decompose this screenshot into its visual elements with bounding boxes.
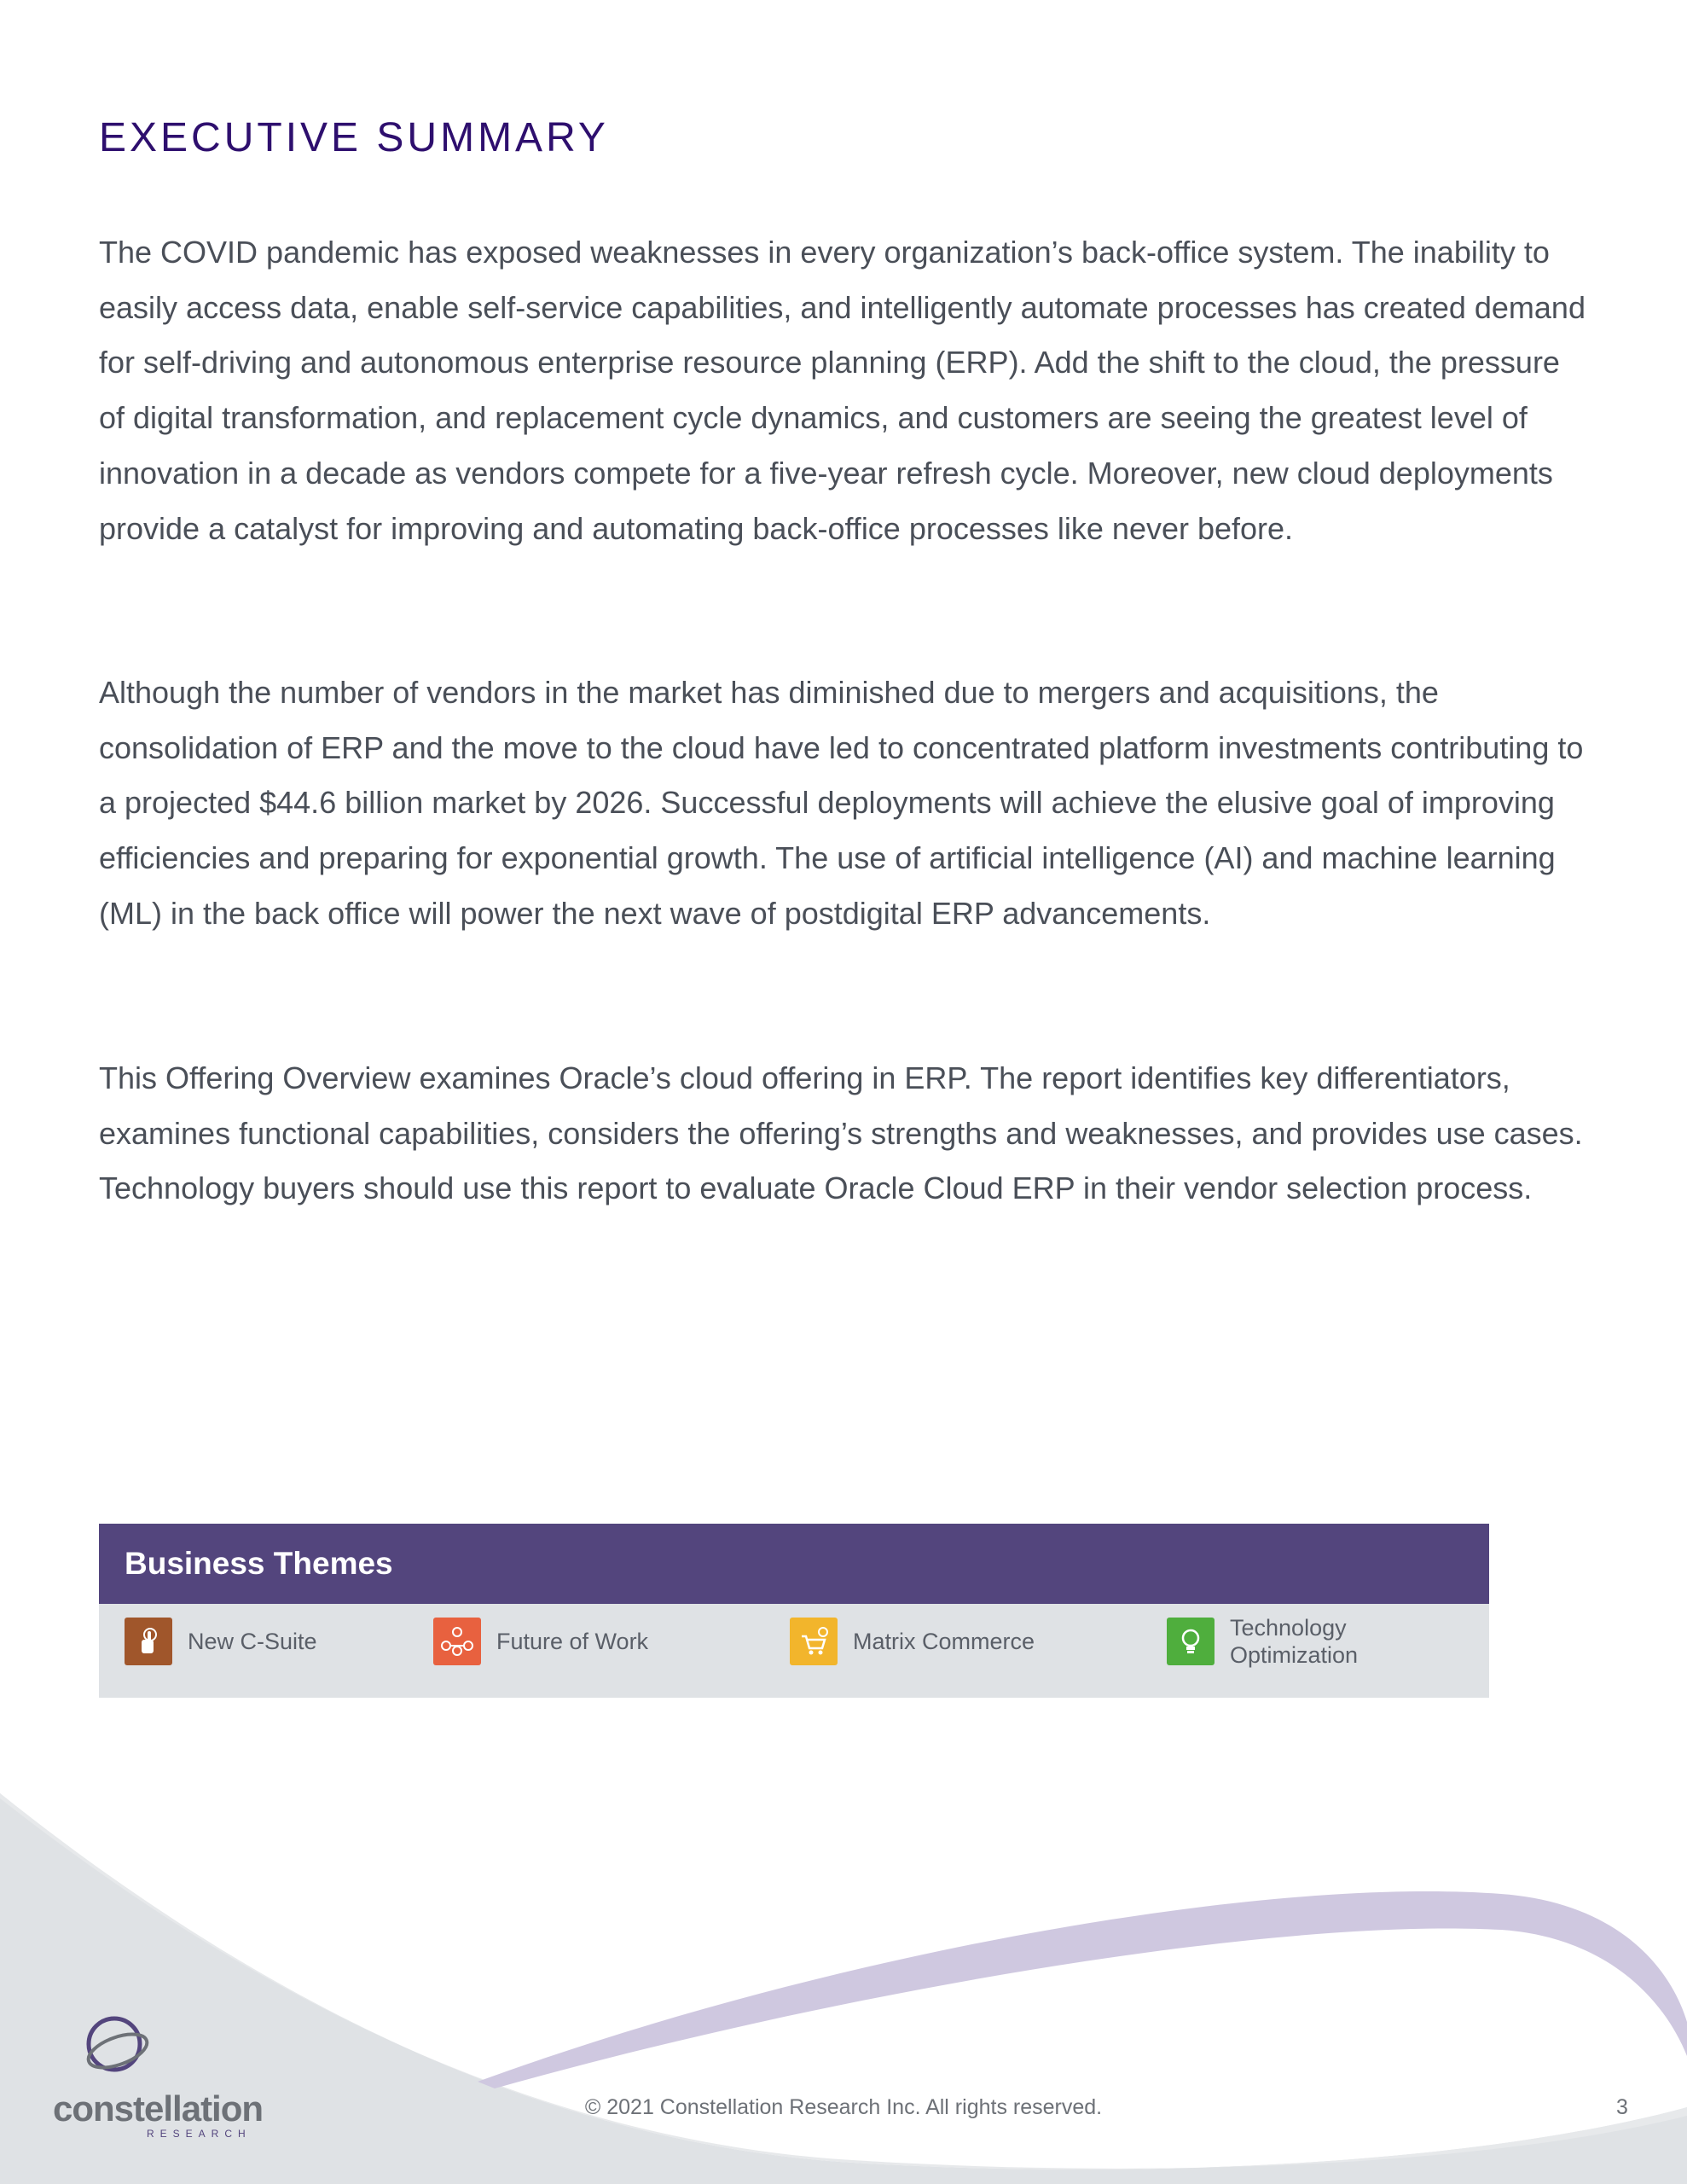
logo-wordmark: constellation bbox=[53, 2088, 264, 2129]
theme-label: Future of Work bbox=[496, 1629, 649, 1654]
logo-mark-icon bbox=[78, 2013, 155, 2090]
theme-future-of-work bbox=[433, 1618, 648, 1665]
theme-new-c-suite bbox=[125, 1618, 317, 1665]
lightbulb-icon bbox=[1167, 1618, 1215, 1665]
constellation-research-logo bbox=[53, 2013, 264, 2141]
theme-label: New C-Suite bbox=[188, 1629, 317, 1654]
paragraph-3: This Offering Overview examines Oracle’s cloud offering in ERP. The report identifies key differentiators, examines functional capabilities, considers the offering’s strengths and weaknesses, and provides use cases. Technology buyers should use this report to evaluate Oracle Cloud ERP in their vendor selection process. bbox=[99, 1060, 1583, 1206]
theme-matrix-commerce bbox=[790, 1618, 1035, 1665]
logo-subtitle: RESEARCH bbox=[147, 2128, 252, 2140]
shopping-cart-icon bbox=[790, 1618, 838, 1665]
page-title: EXECUTIVE SUMMARY bbox=[99, 115, 609, 160]
paragraph-1: The COVID pandemic has exposed weaknesses in every organization’s back-office system. The inability to easily access data, enable self-service capabilities, and intelligently automate processes has created demand for self-driving and autonomous enterprise resource planning (ERP). Add the shift to the cloud, the pressure of digital transformation, and replacement cycle dynamics, and customers are seeing the greatest level of innovation in a decade as vendors compete for a five-year refresh cycle. Moreover, new cloud deployments provide a catalyst for improving and automating back-office processes like never before. bbox=[99, 235, 1586, 546]
business-themes-panel bbox=[99, 1524, 1489, 1698]
theme-technology-optimization bbox=[1167, 1615, 1392, 1668]
people-network-icon bbox=[433, 1618, 481, 1665]
hand-pointer-icon bbox=[125, 1618, 172, 1665]
paragraph-2: Although the number of vendors in the market has diminished due to mergers and acquisitions, the consolidation of ERP and the move to the cloud have led to concentrated platform investments contributing to a projected $44.6 billion market by 2026. Successful deployments will achieve the elusive goal of improving efficiencies and preparing for exponential growth. The use of artificial intelligence (AI) and machine learning (ML) in the back office will power the next wave of postdigital ERP advancements. bbox=[99, 675, 1584, 931]
theme-label: Matrix Commerce bbox=[853, 1629, 1035, 1654]
theme-label: Technology Optimization bbox=[1230, 1615, 1359, 1668]
footer-copyright: © 2021 Constellation Research Inc. All rights reserved. bbox=[584, 2095, 1103, 2119]
page-number: 3 bbox=[1616, 2095, 1628, 2119]
business-themes-title: Business Themes bbox=[99, 1524, 1489, 1604]
